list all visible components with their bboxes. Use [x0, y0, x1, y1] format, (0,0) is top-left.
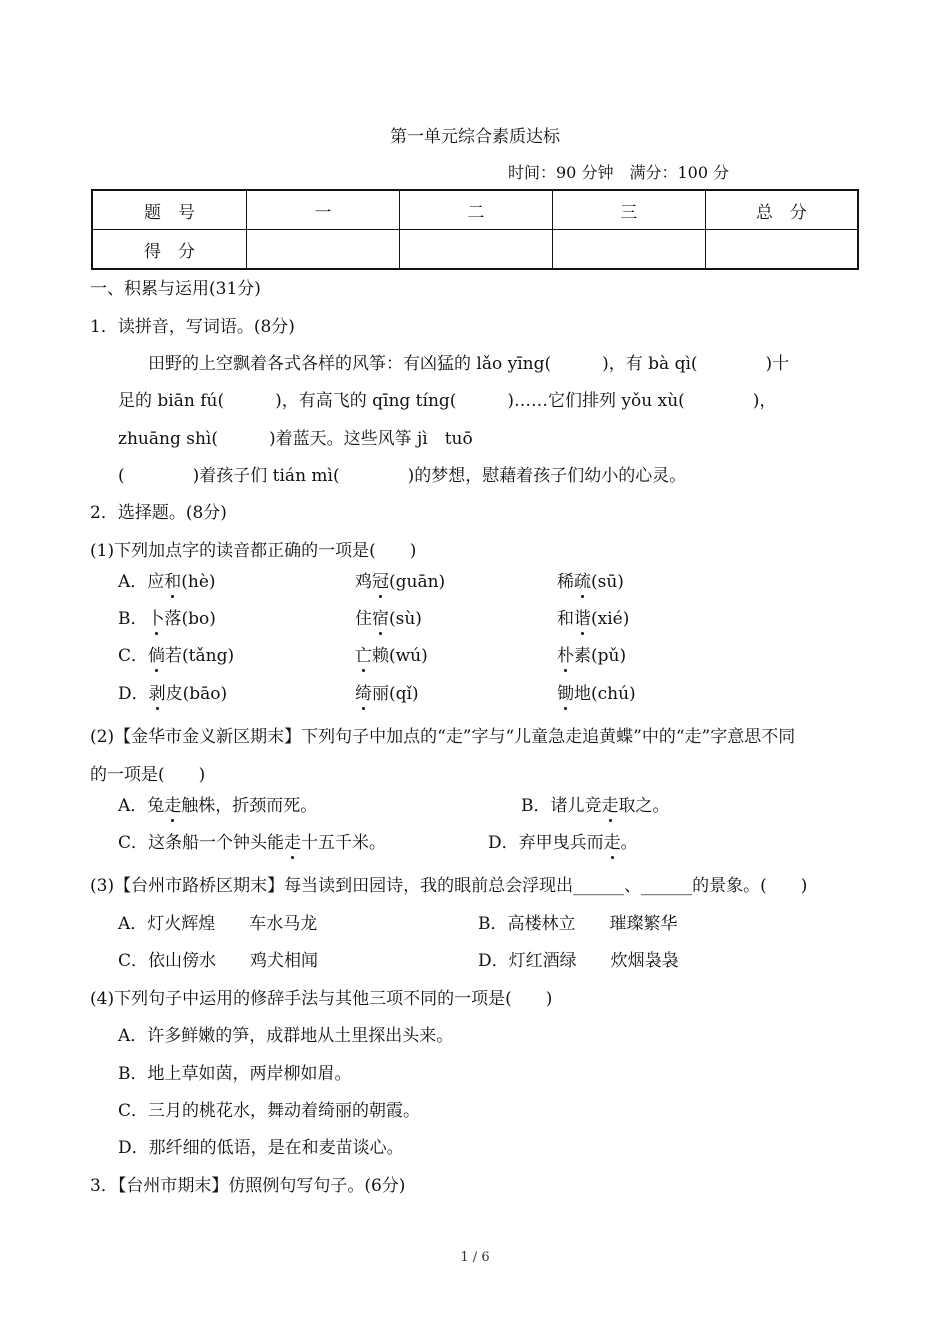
score-input-cell[interactable]: [399, 230, 552, 270]
score-input-cell[interactable]: [247, 230, 400, 270]
option-text: (guān): [389, 572, 446, 592]
option-text: 和: [557, 609, 574, 629]
option-text: 鸡: [355, 572, 372, 592]
option-text: 赖(wú): [372, 646, 428, 666]
dotted-char: 谐: [574, 609, 591, 629]
option-row: [118, 641, 627, 666]
question-2-1-stem: (1)下列加点字的读音都正确的一项是( ): [90, 541, 417, 561]
option-text: (sù): [389, 609, 422, 629]
dotted-char: 走: [603, 833, 621, 853]
option-item: [521, 791, 670, 816]
option-item: [557, 567, 624, 592]
option-text: D．弃甲曳兵而: [488, 833, 604, 853]
option-text: D．那纤细的低语，是在和麦苗谈心。: [118, 1138, 404, 1158]
option-letter: B．: [118, 609, 148, 629]
option-text: 素(pǔ): [574, 646, 627, 666]
exam-meta: [508, 160, 729, 183]
option-text: B．诸儿竞: [521, 796, 602, 816]
dotted-char: 走: [164, 796, 182, 816]
option-item: [557, 679, 636, 704]
option-row: [118, 604, 630, 629]
option-text: 皮(bāo): [165, 684, 228, 704]
table-cell: 一: [247, 190, 400, 230]
dotted-char: 走: [601, 796, 619, 816]
dotted-char: 疏: [574, 572, 591, 592]
option-row: [118, 567, 624, 592]
option-text: (sū): [591, 572, 624, 592]
option-text: D．灯红酒绿 炊烟袅袅: [478, 951, 679, 971]
score-table-score-row: [92, 230, 858, 270]
option-text: (hè): [181, 572, 216, 592]
dotted-char: 亡: [355, 646, 372, 666]
option-text: 住: [355, 609, 372, 629]
dotted-char: 剥: [148, 684, 166, 704]
table-cell: 总 分: [705, 190, 858, 230]
option-row: [118, 828, 638, 853]
dotted-char: 倘: [148, 646, 166, 666]
option-row: [118, 679, 636, 704]
option-text: 地(chú): [574, 684, 636, 704]
time-limit: 时间：90 分钟: [508, 163, 614, 182]
option-text: 应: [147, 572, 165, 592]
dotted-char: 绮: [355, 684, 372, 704]
option-letter: C．: [118, 646, 149, 666]
score-table: [91, 189, 859, 270]
question-1-line: zhuāng shì( )着蓝天。这些风筝 jì tuō: [118, 429, 473, 449]
option-text: C．这条船一个钟头能: [118, 833, 285, 853]
option-row: [118, 909, 678, 934]
option-text: 落(bo): [164, 609, 216, 629]
question-2-2-stem: 的一项是( ): [90, 765, 206, 785]
question-2-stem: 2．选择题。(8分): [90, 503, 227, 523]
dotted-char: 冠: [372, 572, 389, 592]
option-letter: D．: [118, 684, 149, 704]
question-2-2-stem: (2)【金华市金义新区期末】下列句子中加点的“走”字与“儿童急走追黄蝶”中的“走”字意思不同: [90, 727, 796, 747]
dotted-char: 宿: [372, 609, 389, 629]
option-text: C．依山傍水 鸡犬相闻: [118, 951, 319, 971]
section-heading: 一、积累与运用(31分): [90, 279, 261, 299]
question-1-line: 足的 biān fú( )，有高飞的 qīng tíng( )……它们排列 yǒu xù( )，: [118, 391, 777, 411]
option-item: [355, 567, 445, 592]
option-item: [355, 641, 428, 666]
option-text: 稀: [557, 572, 574, 592]
question-2-3-stem: (3)【台州市路桥区期末】每当读到田园诗，我的眼前总会浮现出______、______的景象。( ): [90, 876, 808, 896]
score-input-cell[interactable]: [552, 230, 705, 270]
table-cell: 得 分: [92, 230, 247, 270]
score-table-header-row: [92, 190, 858, 230]
option-text: A．许多鲜嫩的笋，成群地从土里探出头来。: [118, 1026, 454, 1046]
table-cell: 三: [552, 190, 705, 230]
page-title: 第一单元综合素质达标: [390, 127, 560, 147]
option-text: (xié): [591, 609, 630, 629]
question-1-line: 田野的上空飘着各式各样的风筝：有凶猛的 lǎo yīng( )，有 bà qì( )十: [148, 354, 790, 374]
dotted-char: 朴: [557, 646, 574, 666]
option-letter: A．: [118, 572, 148, 592]
option-item: [355, 604, 422, 629]
option-text: A．灯火辉煌 车水马龙: [118, 914, 318, 934]
full-score: 满分：100 分: [629, 163, 730, 182]
option-text: A．兔: [118, 796, 165, 816]
question-3-stem: 3．【台州市期末】仿照例句写句子。(6分): [90, 1176, 406, 1196]
dotted-char: 锄: [557, 684, 574, 704]
question-1-stem: 1．读拼音，写词语。(8分): [90, 317, 295, 337]
option-item: [488, 828, 638, 853]
page-number: 1 / 6: [460, 1250, 490, 1265]
option-text: C．三月的桃花水，舞动着绮丽的朝霞。: [118, 1101, 421, 1121]
option-text: B．高楼林立 璀璨繁华: [478, 914, 678, 934]
option-text: 若(tǎng): [165, 646, 235, 666]
dotted-char: 走: [284, 833, 302, 853]
option-item: [557, 604, 629, 629]
option-text: 丽(qǐ): [372, 684, 419, 704]
option-text: 触株，折颈而死。: [181, 796, 318, 816]
option-row: [118, 946, 679, 971]
score-input-cell[interactable]: [705, 230, 858, 270]
table-cell: 题 号: [92, 190, 247, 230]
question-2-4-stem: (4)下列句子中运用的修辞手法与其他三项不同的一项是( ): [90, 989, 553, 1009]
dotted-char: 和: [164, 572, 182, 592]
option-text: 十五千米。: [301, 833, 387, 853]
option-text: 。: [620, 833, 638, 853]
option-text: 取之。: [618, 796, 670, 816]
option-item: [355, 679, 419, 704]
table-cell: 二: [399, 190, 552, 230]
option-item: [557, 641, 626, 666]
option-row: [118, 791, 670, 816]
option-text: B．地上草如茵，两岸柳如眉。: [118, 1064, 352, 1084]
question-1-line: ( )着孩子们 tián mì( )的梦想，慰藉着孩子们幼小的心灵。: [118, 466, 687, 486]
dotted-char: 卜: [147, 609, 165, 629]
